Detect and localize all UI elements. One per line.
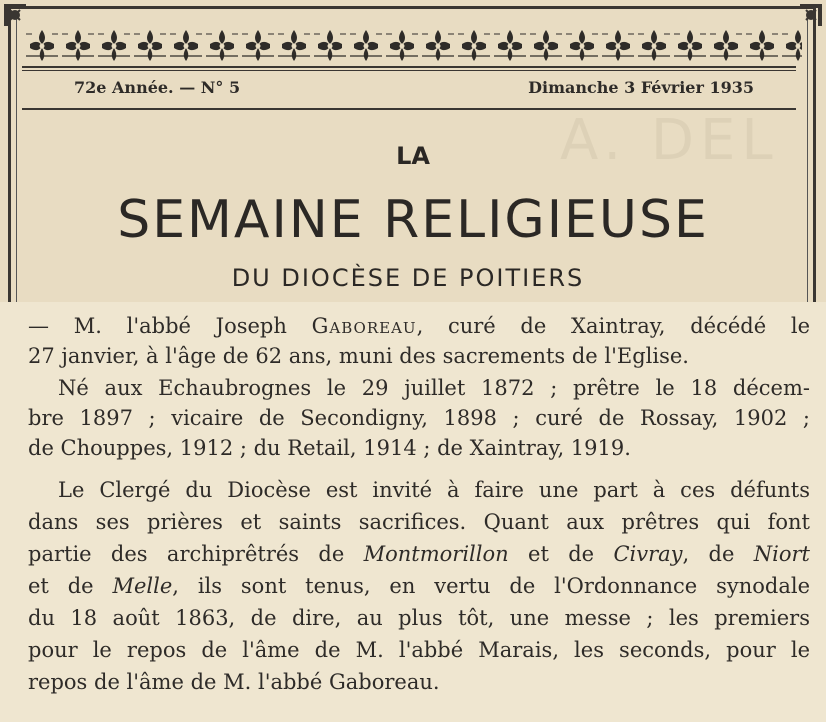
place-civray: Civray bbox=[613, 542, 683, 566]
notice-line: repos de l'âme de M. l'abbé Gaboreau. bbox=[28, 670, 440, 694]
obituary-notice bbox=[0, 302, 826, 722]
notice-line: — M. l'abbé Joseph Gaboreau, curé de Xaintray, décédé le bbox=[28, 314, 810, 338]
ornamental-band-icon bbox=[24, 26, 802, 64]
masthead-rule-top-thin bbox=[22, 70, 796, 71]
masthead-rule-top bbox=[22, 66, 796, 68]
issue-separator: — bbox=[173, 78, 201, 97]
notice-line: du 18 août 1863, de dire, au plus tôt, une messe ; les premiers bbox=[28, 606, 810, 630]
notice-line: 27 janvier, à l'âge de 62 ans, muni des sacrements de l'Eglise. bbox=[28, 344, 689, 368]
notice-line: et de Melle, ils sont tenus, en vertu de l'Ordonnance synodale bbox=[28, 574, 811, 598]
place-montmorillon: Montmorillon bbox=[363, 542, 509, 566]
issue-year: 72e Année. bbox=[74, 78, 174, 97]
masthead bbox=[0, 0, 826, 302]
issue-header bbox=[74, 76, 754, 102]
bleed-through-ghost: A. DEL bbox=[560, 108, 779, 173]
notice-line: de Chouppes, 1912 ; du Retail, 1914 ; de Xaintray, 1919. bbox=[28, 436, 631, 460]
notice-line: Le Clergé du Diocèse est invité à faire une part à ces défunts bbox=[58, 478, 810, 502]
notice-line: pour le repos de l'âme de M. l'abbé Marais, les seconds, pour le bbox=[28, 638, 810, 662]
issue-no: N° 5 bbox=[200, 78, 241, 97]
masthead-article: LA bbox=[396, 142, 430, 170]
place-melle: Melle bbox=[112, 574, 173, 598]
notice-line: dans ses prières et saints sacrifices. Quant aux prêtres qui font bbox=[28, 510, 810, 534]
notice-line: Né aux Echaubrognes le 29 juillet 1872 ; prêtre le 18 décem- bbox=[58, 376, 810, 400]
notice-line: partie des archiprêtrés de Montmorillon et de Civray, de Niort bbox=[28, 542, 810, 566]
place-niort: Niort bbox=[753, 542, 810, 566]
issue-date: Dimanche 3 Février 1935 bbox=[528, 78, 754, 97]
priest-name: Gaboreau bbox=[311, 314, 417, 338]
publication-title: SEMAINE RELIGIEUSE bbox=[117, 190, 709, 250]
notice-line: bre 1897 ; vicaire de Secondigny, 1898 ; curé de Rossay, 1902 ; bbox=[28, 406, 810, 430]
issue-number bbox=[74, 78, 240, 97]
publication-subtitle: DU DIOCÈSE DE POITIERS bbox=[231, 264, 585, 292]
